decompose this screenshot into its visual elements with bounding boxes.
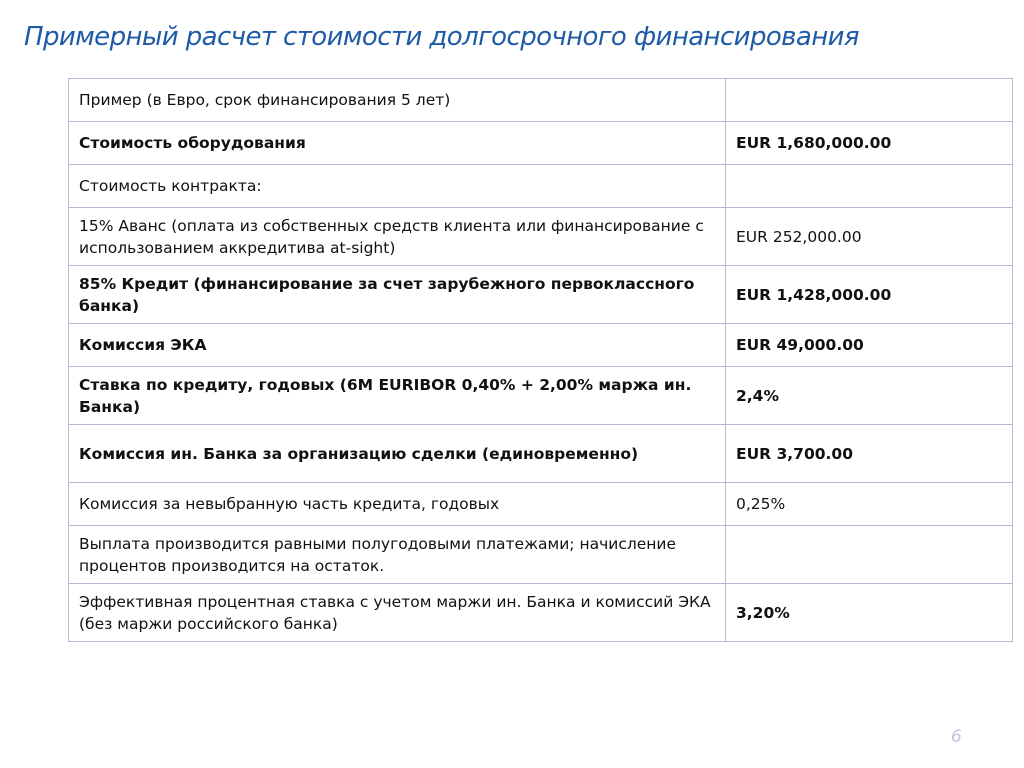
table-row-advance: [69, 208, 1013, 266]
row-label: Пример (в Евро, срок финансирования 5 лет): [69, 79, 726, 122]
table-row-arrangement-fee: [69, 425, 1013, 483]
table-row-equipment-cost: [69, 122, 1013, 165]
table-row-effective-rate: [69, 584, 1013, 642]
row-label: Комиссия ЭКА: [69, 324, 726, 367]
table-row-repayment: [69, 526, 1013, 584]
row-label: 15% Аванс (оплата из собственных средств клиента или финансирование с использованием аккредитива at-sight): [69, 208, 726, 266]
row-value: EUR 49,000.00: [726, 324, 1013, 367]
table-row-commitment-fee: [69, 483, 1013, 526]
row-value: EUR 1,680,000.00: [726, 122, 1013, 165]
row-value: [726, 79, 1013, 122]
row-label: Комиссия за невыбранную часть кредита, годовых: [69, 483, 726, 526]
row-value: EUR 1,428,000.00: [726, 266, 1013, 324]
table-row-example: [69, 79, 1013, 122]
row-value: 0,25%: [726, 483, 1013, 526]
table-row-interest-rate: [69, 367, 1013, 425]
row-label: 85% Кредит (финансирование за счет зарубежного первоклассного банка): [69, 266, 726, 324]
row-label: Ставка по кредиту, годовых (6M EURIBOR 0,40% + 2,00% маржа ин. Банка): [69, 367, 726, 425]
row-value: [726, 165, 1013, 208]
row-value: EUR 252,000.00: [726, 208, 1013, 266]
page-title: Примерный расчет стоимости долгосрочного финансирования: [24, 22, 859, 52]
row-label: Выплата производится равными полугодовыми платежами; начисление процентов производится на остаток.: [69, 526, 726, 584]
table-row-eca-fee: [69, 324, 1013, 367]
financing-table: [68, 78, 1013, 642]
row-label: Стоимость контракта:: [69, 165, 726, 208]
table-row-credit: [69, 266, 1013, 324]
row-label: Комиссия ин. Банка за организацию сделки (единовременно): [69, 425, 726, 483]
row-label: Стоимость оборудования: [69, 122, 726, 165]
row-label: Эффективная процентная ставка с учетом маржи ин. Банка и комиссий ЭКА (без маржи российского банка): [69, 584, 726, 642]
table-row-contract-cost: [69, 165, 1013, 208]
row-value: 2,4%: [726, 367, 1013, 425]
row-value: 3,20%: [726, 584, 1013, 642]
row-value: EUR 3,700.00: [726, 425, 1013, 483]
page-number: 6: [951, 727, 962, 747]
row-value: [726, 526, 1013, 584]
